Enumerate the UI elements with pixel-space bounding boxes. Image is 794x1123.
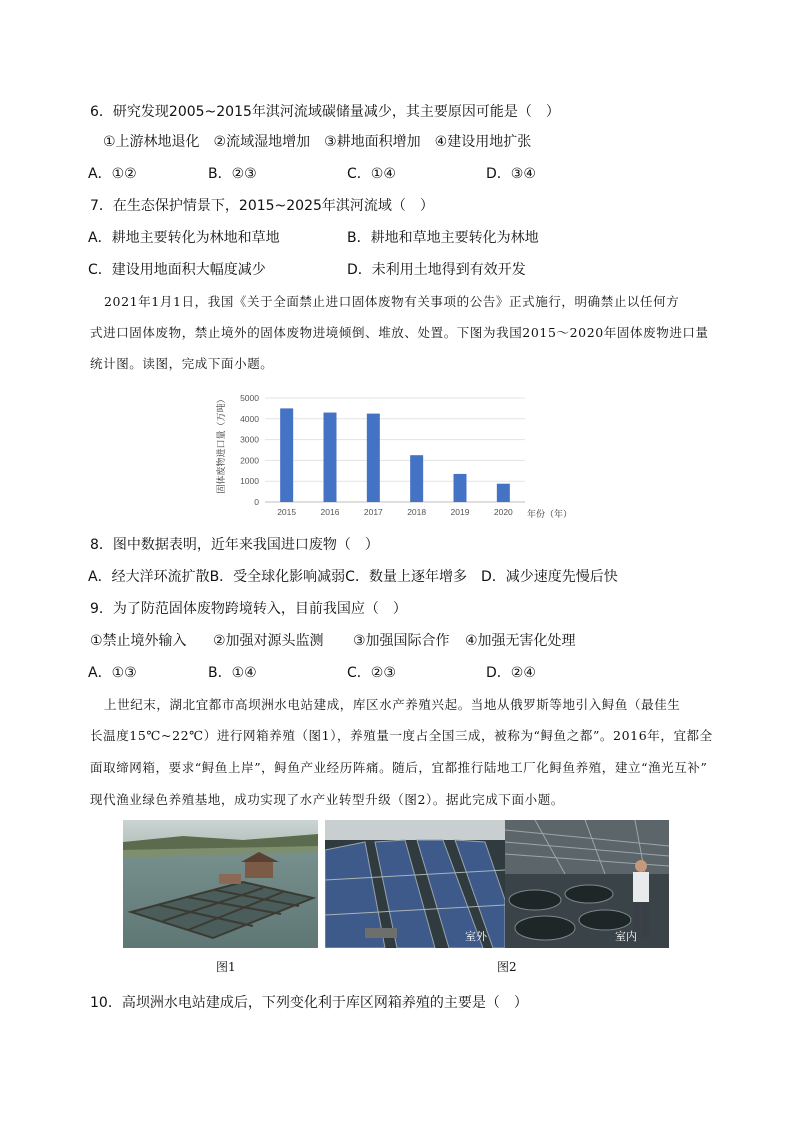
x-tick-label: 2017: [363, 507, 383, 517]
passage2-line-3: 面取缔网箱，要求“鲟鱼上岸”，鲟鱼产业经历阵痛。随后，宜都推行陆地工厂化鲟鱼养殖，建立“渔光互补”: [90, 760, 708, 775]
bar-2018: [410, 455, 423, 502]
bar-2019: [454, 474, 467, 502]
q6-option-d[interactable]: D．③④: [486, 166, 536, 182]
x-tick-label: 2016: [320, 507, 340, 517]
q6-items: ①上游林地退化 ②流域湿地增加 ③耕地面积增加 ④建设用地扩张: [103, 134, 532, 150]
passage2-line-2: 长温度15℃~22℃）进行网箱养殖（图1），养殖量一度占全国三成，被称为“鲟鱼之都”。2016年，宜都全: [90, 728, 713, 743]
q7-option-c[interactable]: C．建设用地面积大幅度减少: [88, 262, 266, 278]
y-tick-label: 1000: [240, 476, 259, 487]
fig2-caption: 图2: [497, 960, 517, 974]
q8-stem: 8．图中数据表明，近年来我国进口废物（ ）: [90, 537, 379, 553]
y-axis-label: 固体废物进口量（万吨）: [216, 394, 226, 494]
import-volume-chart: [205, 388, 595, 523]
q9-option-b[interactable]: B．①④: [208, 665, 257, 681]
q9-item-2: ②加强对源头监测: [213, 633, 324, 649]
chart-grid: [265, 398, 525, 502]
q9-item-3: ③加强国际合作: [353, 633, 450, 649]
q9-option-c[interactable]: C．②③: [347, 665, 396, 681]
y-tick-label: 2000: [240, 455, 259, 466]
fig2-indoor-photo: [505, 820, 669, 948]
x-axis-label: 年份（年）: [527, 509, 573, 519]
q9-option-d[interactable]: D．②④: [486, 665, 536, 681]
x-tick-label: 2020: [493, 507, 513, 517]
q9-item-1: ①禁止境外输入: [90, 633, 187, 649]
indoor-label: 室内: [615, 930, 637, 943]
q8-options[interactable]: A．经大洋环流扩散B．受全球化影响减弱C．数量上逐年增多 D．减少速度先慢后快: [88, 569, 618, 585]
x-tick-label: 2019: [450, 507, 470, 517]
passage1-line-1: 2021年1月1日，我国《关于全面禁止进口固体废物有关事项的公告》正式施行，明确禁止以任何方: [104, 294, 680, 309]
q6-option-c[interactable]: C．①④: [347, 166, 396, 182]
q7-option-b[interactable]: B．耕地和草地主要转化为林地: [347, 230, 539, 246]
q7-stem: 7．在生态保护情景下，2015~2025年淇河流域（ ）: [90, 198, 434, 214]
x-tick-label: 2018: [407, 507, 427, 517]
q7-option-a[interactable]: A．耕地主要转化为林地和草地: [88, 230, 280, 246]
fig2-outdoor-photo: [325, 820, 505, 948]
y-tick-label: 0: [254, 497, 259, 507]
q10-stem: 10．高坝洲水电站建成后，下列变化利于库区网箱养殖的主要是（ ）: [90, 995, 528, 1011]
q6-stem: 6．研究发现2005~2015年淇河流域碳储量减少，其主要原因可能是（ ）: [90, 104, 560, 120]
chart-bars: [280, 408, 510, 502]
q9-option-a[interactable]: A．①③: [88, 665, 137, 681]
x-tick-label: 2015: [277, 507, 297, 517]
bar-2015: [280, 408, 293, 502]
bar-2016: [324, 413, 337, 502]
passage2-line-1: 上世纪末，湖北宜都市高坝洲水电站建成，库区水产养殖兴起。当地从俄罗斯等地引入鲟鱼（最佳生: [104, 697, 681, 712]
y-tick-label: 4000: [240, 413, 259, 424]
bar-2017: [367, 414, 380, 502]
outdoor-label: 室外: [465, 930, 487, 943]
y-tick-label: 5000: [240, 393, 259, 403]
y-axis-ticks: [240, 393, 259, 507]
q9-item-4: ④加强无害化处理: [465, 633, 576, 649]
passage1-line-2: 式进口固体废物，禁止境外的固体废物进境倾倒、堆放、处置。下图为我国2015～2020年固体废物进口量: [90, 325, 709, 340]
passage2-line-4: 现代渔业绿色养殖基地，成功实现了水产业转型升级（图2）。据此完成下面小题。: [90, 792, 564, 807]
q6-option-b[interactable]: B．②③: [208, 166, 257, 182]
fig1-caption: 图1: [216, 960, 236, 974]
fig1-photo: [123, 820, 318, 948]
q7-option-d[interactable]: D．未利用土地得到有效开发: [347, 262, 526, 278]
x-axis-ticks: [277, 507, 513, 517]
passage1-line-3: 统计图。读图，完成下面小题。: [90, 356, 274, 371]
q6-option-a[interactable]: A．①②: [88, 166, 137, 182]
q9-stem: 9．为了防范固体废物跨境转入，目前我国应（ ）: [90, 601, 407, 617]
bar-2020: [497, 484, 510, 502]
y-tick-label: 3000: [240, 434, 259, 445]
